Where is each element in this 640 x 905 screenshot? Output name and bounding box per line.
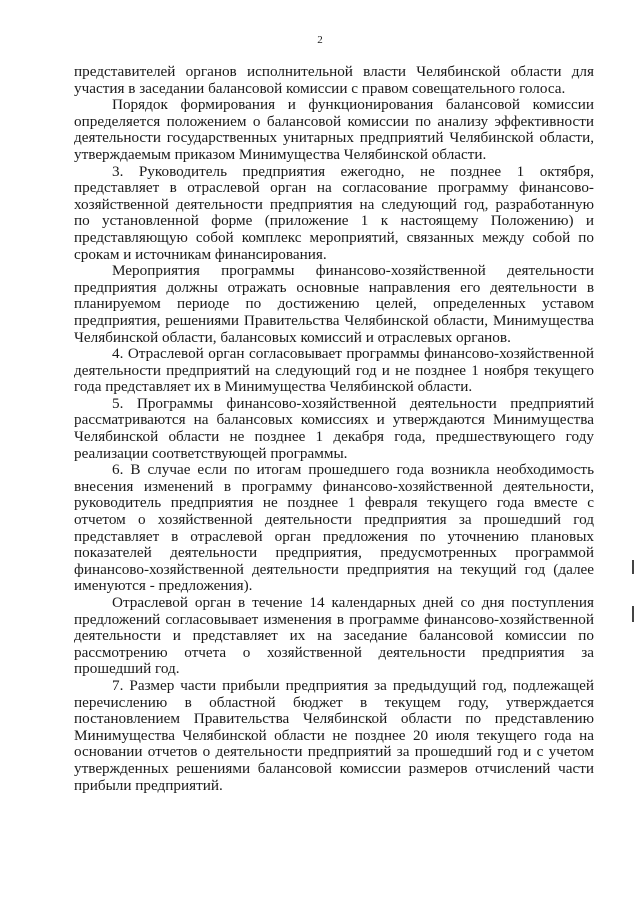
paragraph-9: 7. Размер части прибыли предприятия за предыдущий год, подлежащей перечислению в областной бюджет в текущем году, утверждается постановлением Правительства Челябинской области по представлению Минимущества Челябинской области не позднее 20 июля текущего года на основании отчетов о деятельности предприятий за прошедший год и с учетом утвержденных решениями балансовой комиссии размеров отчислений части прибыли предприятий. <box>74 676 594 794</box>
scan-artifact-mark <box>632 560 634 574</box>
paragraph-5: 4. Отраслевой орган согласовывает программы финансово-хозяйственной деятельности предприятий на следующий год и не позднее 1 ноября текущего года представляет их в Минимущества Челябинской области. <box>74 345 594 396</box>
scan-artifact-mark <box>632 606 634 622</box>
paragraph-2: Порядок формирования и функционирования балансовой комиссии определяется положением о балансовой комиссии по анализу эффективности деятельности государственных унитарных предприятий Челябинской области, утверждаемым приказом Минимущества Челябинской области. <box>74 96 594 163</box>
paragraph-3: 3. Руководитель предприятия ежегодно, не позднее 1 октября, представляет в отраслевой орган на согласование программу финансово-хозяйственной деятельности предприятия на следующий год, разработанную по установленной форме (приложение 1 к настоящему Положению) и представляющую собой комплекс мероприятий, связанных между собой по срокам и источникам финансирования. <box>74 162 594 263</box>
paragraph-6: 5. Программы финансово-хозяйственной деятельности предприятий рассматриваются на балансовых комиссиях и утверждаются Минимущества Челябинской области не позднее 1 декабря года, предшествующего году реализации соответствующей программы. <box>74 394 594 462</box>
paragraph-1: представителей органов исполнительной власти Челябинской области для участия в заседании балансовой комиссии с правом совещательного голоса. <box>74 63 594 97</box>
paragraph-7: 6. В случае если по итогам прошедшего года возникла необходимость внесения изменений в программу финансово-хозяйственной деятельности, руководитель предприятия не позднее 1 февраля текущего года вместе с отчетом о хозяйственной деятельности предприятия за прошедший год представляет в отраслевой орган предложения по уточнению плановых показателей деятельности предприятия, предусмотренных программой финансово-хозяйственной деятельности предприятия на текущий год (далее именуются - предложения). <box>74 461 594 595</box>
document-body <box>74 64 594 794</box>
paragraph-8: Отраслевой орган в течение 14 календарных дней со дня поступления предложений согласовывает изменения в программе финансово-хозяйственной деятельности и представляет их на заседание балансовой комиссии по рассмотрению отчета о хозяйственной деятельности предприятия за прошедший год. <box>74 594 594 678</box>
page-number: 2 <box>317 34 323 46</box>
paragraph-4: Мероприятия программы финансово-хозяйственной деятельности предприятия должны отражать основные направления его деятельности в планируемом периоде по достижению целей, определенных уставом предприятия, решениями Правительства Челябинской области, Минимущества Челябинской области, балансовых комиссий и отраслевых органов. <box>74 262 594 346</box>
